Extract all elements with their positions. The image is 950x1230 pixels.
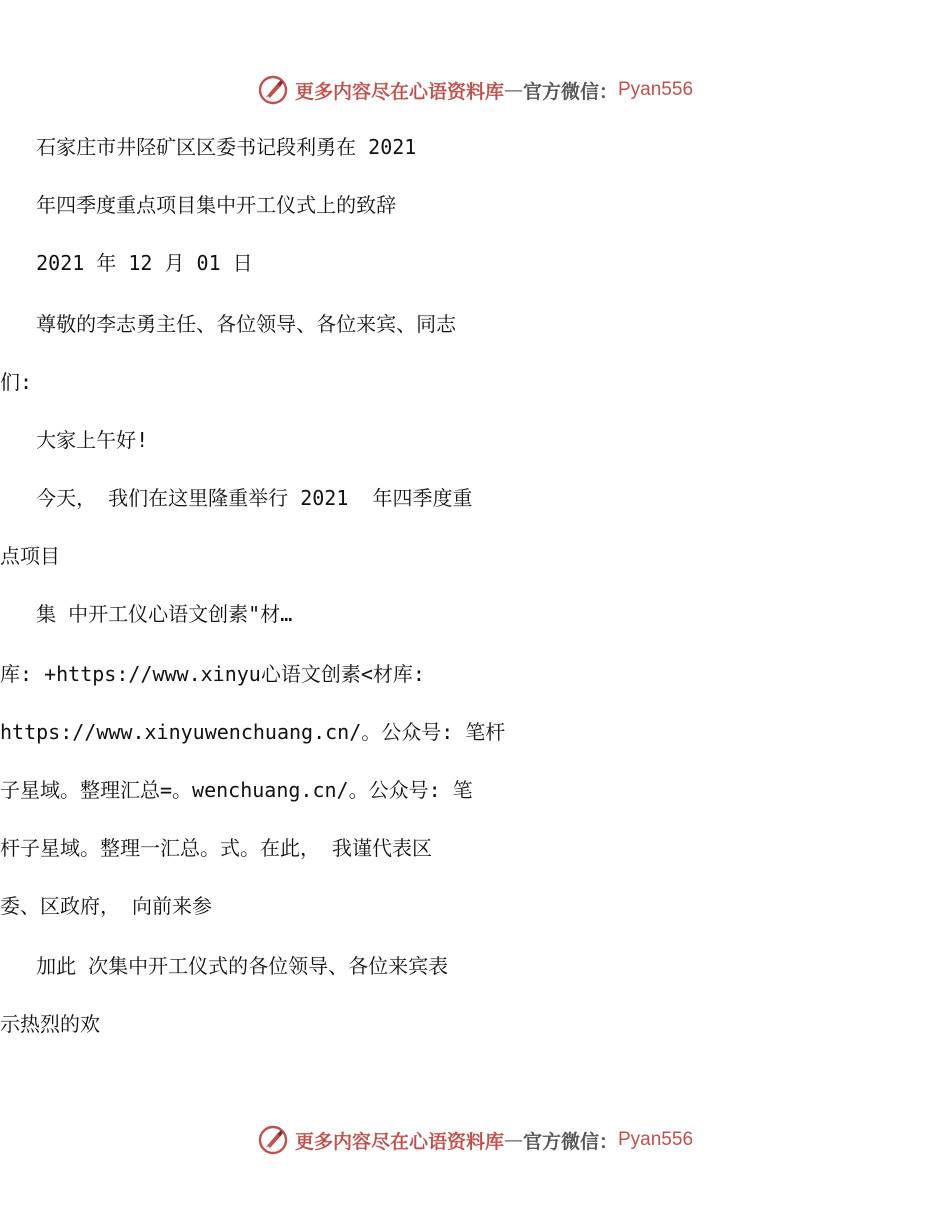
banner-separator: —: [503, 79, 523, 101]
body-line: 委、区政府， 向前来参: [0, 894, 213, 918]
body-line: 点项目: [0, 544, 60, 568]
body-line: 加此 次集中开工仪式的各位领导、各位来宾表: [0, 954, 449, 978]
body-line: 库: +https://www.xinyu心语文创素<材库:: [0, 662, 425, 686]
body-line: 示热烈的欢: [0, 1012, 100, 1036]
pen-circle-logo-icon: [257, 74, 289, 106]
body-line: 今天， 我们在这里隆重举行 2021 年四季度重: [0, 486, 473, 510]
banner-wechat-label: 官方微信：: [522, 1130, 618, 1153]
body-line: 们:: [0, 370, 33, 394]
body-line: 大家上午好!: [0, 428, 149, 452]
document-date: 2021 年 12 月 01 日: [0, 251, 253, 275]
pen-circle-logo-icon: [257, 1124, 289, 1156]
body-line: 尊敬的李志勇主任、各位领导、各位来宾、同志: [0, 312, 457, 336]
body-line: https://www.xinyuwenchuang.cn/。公众号: 笔杆: [0, 720, 506, 744]
banner-separator: —: [503, 1129, 523, 1151]
banner-wechat-label: 官方微信：: [522, 80, 618, 103]
banner-brand-text: 更多内容尽在心语资料库: [294, 80, 504, 103]
banner-brand-text: 更多内容尽在心语资料库: [294, 1130, 504, 1153]
document-title-line-1: 石家庄市井陉矿区区委书记段利勇在 2021: [0, 135, 417, 159]
footer-banner: [0, 1120, 950, 1160]
document-title-line-2: 年四季度重点项目集中开工仪式上的致辞: [0, 193, 397, 217]
body-line: 集 中开工仪心语文创素"材…: [0, 602, 293, 626]
banner-wechat-handle: Pyan556: [618, 1129, 694, 1150]
body-line: 杆子星域。整理一汇总。式。在此， 我谨代表区: [0, 836, 433, 860]
header-banner: [0, 70, 950, 110]
body-line: 子星域。整理汇总=。wenchuang.cn/。公众号: 笔: [0, 778, 473, 802]
banner-wechat-handle: Pyan556: [618, 79, 694, 100]
